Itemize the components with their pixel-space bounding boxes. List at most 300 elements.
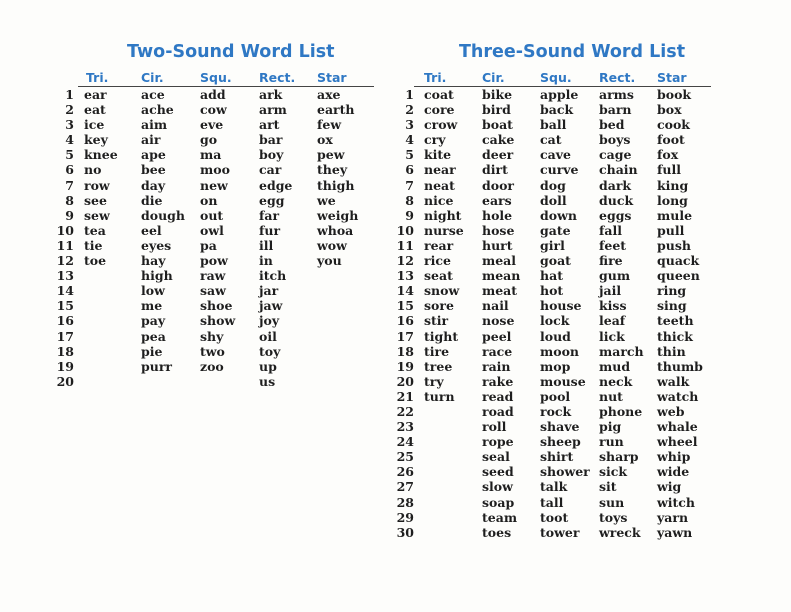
word-rect: kiss: [599, 298, 627, 314]
word-squ: cat: [540, 132, 562, 148]
word-squ: eve: [200, 117, 224, 133]
word-cir: mean: [482, 268, 521, 284]
row-number: 5: [405, 147, 414, 163]
table-row: [392, 162, 791, 177]
word-rect: cage: [599, 147, 632, 163]
table-row: [392, 479, 791, 494]
word-rect: in: [259, 253, 273, 269]
word-star: earth: [317, 102, 355, 118]
word-rect: car: [259, 162, 282, 178]
word-star: weigh: [317, 207, 359, 223]
word-squ: new: [200, 177, 228, 193]
table-row: [392, 102, 791, 117]
row-number: 2: [65, 102, 74, 118]
word-squ: doll: [540, 192, 567, 208]
row-number: 12: [396, 253, 414, 269]
word-star: thigh: [317, 177, 355, 193]
header-star: Star: [317, 70, 347, 85]
word-rect: phone: [599, 403, 643, 419]
word-cir: meat: [482, 283, 518, 299]
word-squ: gate: [540, 222, 571, 238]
word-star: whale: [657, 419, 698, 435]
table-row: [392, 434, 791, 449]
word-cir: door: [482, 177, 515, 193]
two-sound-rows: [0, 87, 380, 389]
header-star: Star: [657, 70, 687, 85]
word-squ: loud: [540, 328, 571, 344]
row-number: 20: [396, 373, 414, 389]
word-cir: nail: [482, 298, 509, 314]
word-squ: hot: [540, 283, 564, 299]
three-sound-header-row: [414, 70, 711, 87]
word-cir: roll: [482, 419, 507, 435]
word-rect: nut: [599, 388, 623, 404]
word-rect: edge: [259, 177, 293, 193]
word-squ: lock: [540, 313, 570, 329]
table-row: [392, 147, 791, 162]
row-number: 4: [405, 132, 414, 148]
word-cir: nose: [482, 313, 515, 329]
word-rect: bed: [599, 117, 625, 133]
word-rect: toy: [259, 343, 281, 359]
table-row: [0, 298, 380, 313]
table-row: [0, 374, 380, 389]
row-number: 14: [56, 283, 74, 299]
word-star: ring: [657, 283, 687, 299]
row-number: 1: [65, 87, 74, 102]
table-row: [392, 238, 791, 253]
word-cir: rain: [482, 358, 511, 374]
word-cir: hose: [482, 222, 515, 238]
word-cir: aim: [141, 117, 168, 133]
word-tri: try: [424, 373, 444, 389]
table-row: [392, 464, 791, 479]
word-tri: crow: [424, 117, 458, 133]
word-tri: coat: [424, 87, 454, 102]
word-squ: cow: [200, 102, 227, 118]
word-rect: jail: [599, 283, 622, 299]
word-cir: bird: [482, 102, 511, 118]
word-tri: stir: [424, 313, 449, 329]
word-squ: shave: [540, 419, 580, 435]
word-star: thumb: [657, 358, 703, 374]
word-cir: high: [141, 268, 173, 284]
table-row: [392, 117, 791, 132]
word-squ: pa: [200, 237, 217, 253]
word-tri: nurse: [424, 222, 464, 238]
word-tri: rear: [424, 237, 454, 253]
word-squ: shy: [200, 328, 224, 344]
word-cir: pea: [141, 328, 166, 344]
word-star: pull: [657, 222, 685, 238]
word-tri: cry: [424, 132, 446, 148]
word-cir: deer: [482, 147, 514, 163]
word-tri: no: [84, 162, 102, 178]
row-number: 15: [56, 298, 74, 314]
word-cir: road: [482, 403, 514, 419]
row-number: 13: [56, 268, 74, 284]
three-sound-title: Three-Sound Word List: [459, 42, 686, 62]
word-star: wig: [657, 479, 682, 495]
word-tri: core: [424, 102, 455, 118]
table-row: [0, 178, 380, 193]
row-number: 16: [56, 313, 74, 329]
word-cir: hole: [482, 207, 513, 223]
word-squ: on: [200, 192, 218, 208]
header-cir: Cir.: [141, 70, 164, 85]
word-rect: jaw: [259, 298, 283, 314]
word-tri: tie: [84, 237, 103, 253]
word-cir: purr: [141, 358, 172, 374]
table-row: [0, 162, 380, 177]
row-number: 26: [396, 464, 414, 480]
word-cir: boat: [482, 117, 513, 133]
word-squ: dog: [540, 177, 566, 193]
row-number: 6: [65, 162, 74, 178]
word-squ: moon: [540, 343, 579, 359]
word-squ: back: [540, 102, 574, 118]
word-squ: tall: [540, 494, 564, 510]
table-row: [392, 344, 791, 359]
word-star: wow: [317, 237, 347, 253]
word-squ: zoo: [200, 358, 224, 374]
word-squ: go: [200, 132, 218, 148]
table-row: [392, 329, 791, 344]
row-number: 8: [405, 192, 414, 208]
word-rect: sharp: [599, 449, 639, 465]
word-tri: knee: [84, 147, 118, 163]
table-row: [392, 404, 791, 419]
word-rect: joy: [259, 313, 280, 329]
row-number: 6: [405, 162, 414, 178]
table-row: [0, 193, 380, 208]
row-number: 17: [396, 328, 414, 344]
row-number: 19: [396, 358, 414, 374]
word-star: pew: [317, 147, 345, 163]
word-star: you: [317, 253, 342, 269]
word-tri: ice: [84, 117, 105, 133]
word-rect: far: [259, 207, 280, 223]
word-star: thick: [657, 328, 693, 344]
word-rect: ill: [259, 237, 274, 253]
table-row: [392, 525, 791, 540]
row-number: 30: [396, 524, 414, 540]
word-rect: ark: [259, 87, 283, 102]
word-cir: ace: [141, 87, 165, 102]
table-row: [0, 344, 380, 359]
word-star: full: [657, 162, 681, 178]
word-rect: egg: [259, 192, 285, 208]
table-row: [392, 359, 791, 374]
word-rect: toys: [599, 509, 628, 525]
word-cir: bike: [482, 87, 513, 102]
word-rect: boy: [259, 147, 284, 163]
word-squ: rock: [540, 403, 572, 419]
word-squ: pool: [540, 388, 571, 404]
word-squ: shoe: [200, 298, 233, 314]
row-number: 17: [56, 328, 74, 344]
word-tri: neat: [424, 177, 455, 193]
word-rect: gum: [599, 268, 631, 284]
word-squ: toot: [540, 509, 569, 525]
row-number: 2: [405, 102, 414, 118]
table-row: [0, 147, 380, 162]
word-star: book: [657, 87, 692, 102]
word-cir: slow: [482, 479, 513, 495]
row-number: 7: [405, 177, 414, 193]
word-rect: jar: [259, 283, 279, 299]
row-number: 14: [396, 283, 414, 299]
word-cir: bee: [141, 162, 166, 178]
word-tri: nice: [424, 192, 454, 208]
row-number: 10: [396, 222, 414, 238]
row-number: 8: [65, 192, 74, 208]
word-squ: sheep: [540, 434, 581, 450]
word-star: box: [657, 102, 682, 118]
table-row: [0, 329, 380, 344]
row-number: 13: [396, 268, 414, 284]
word-cir: dough: [141, 207, 185, 223]
header-cir: Cir.: [482, 70, 505, 85]
word-rect: mud: [599, 358, 631, 374]
word-rect: wreck: [599, 524, 641, 540]
row-number: 18: [56, 343, 74, 359]
word-cir: pay: [141, 313, 166, 329]
table-row: [0, 253, 380, 268]
row-number: 9: [65, 207, 74, 223]
word-rect: barn: [599, 102, 632, 118]
word-star: web: [657, 403, 685, 419]
row-number: 5: [65, 147, 74, 163]
word-star: yawn: [657, 524, 693, 540]
header-tri: Tri.: [86, 70, 109, 85]
word-squ: show: [200, 313, 236, 329]
word-star: whip: [657, 449, 691, 465]
table-row: [0, 87, 380, 102]
header-squ: Squ.: [200, 70, 232, 85]
word-cir: seed: [482, 464, 514, 480]
row-number: 3: [405, 117, 414, 133]
word-squ: saw: [200, 283, 226, 299]
row-number: 25: [396, 449, 414, 465]
word-tri: row: [84, 177, 110, 193]
word-star: whoa: [317, 222, 354, 238]
table-row: [0, 102, 380, 117]
word-tri: seat: [424, 268, 453, 284]
word-rect: chain: [599, 162, 638, 178]
row-number: 21: [396, 388, 414, 404]
word-squ: ball: [540, 117, 567, 133]
table-row: [392, 283, 791, 298]
word-rect: leaf: [599, 313, 626, 329]
table-row: [392, 132, 791, 147]
word-rect: fur: [259, 222, 281, 238]
table-row: [392, 298, 791, 313]
header-rect: Rect.: [259, 70, 296, 85]
word-squ: raw: [200, 268, 226, 284]
table-row: [392, 449, 791, 464]
table-row: [392, 223, 791, 238]
row-number: 1: [405, 87, 414, 102]
word-star: witch: [657, 494, 695, 510]
two-sound-title: Two-Sound Word List: [127, 42, 335, 62]
word-squ: talk: [540, 479, 568, 495]
word-cir: hurt: [482, 237, 513, 253]
table-row: [0, 268, 380, 283]
row-number: 3: [65, 117, 74, 133]
word-rect: up: [259, 358, 277, 374]
row-number: 18: [396, 343, 414, 359]
word-rect: lick: [599, 328, 625, 344]
table-row: [392, 495, 791, 510]
row-number: 22: [396, 403, 414, 419]
word-cir: day: [141, 177, 166, 193]
word-cir: pie: [141, 343, 163, 359]
word-squ: girl: [540, 237, 565, 253]
word-star: watch: [657, 388, 699, 404]
word-rect: art: [259, 117, 280, 133]
word-rect: sick: [599, 464, 628, 480]
table-row: [392, 178, 791, 193]
table-row: [392, 87, 791, 102]
table-row: [392, 268, 791, 283]
table-row: [392, 510, 791, 525]
word-squ: shirt: [540, 449, 574, 465]
word-star: they: [317, 162, 348, 178]
row-number: 7: [65, 177, 74, 193]
word-rect: arm: [259, 102, 287, 118]
word-star: yarn: [657, 509, 689, 525]
word-squ: out: [200, 207, 224, 223]
word-star: cook: [657, 117, 690, 133]
table-row: [392, 389, 791, 404]
word-tri: tea: [84, 222, 106, 238]
word-cir: cake: [482, 132, 515, 148]
word-tri: kite: [424, 147, 452, 163]
word-tri: tire: [424, 343, 450, 359]
table-row: [0, 223, 380, 238]
word-cir: eyes: [141, 237, 172, 253]
word-squ: apple: [540, 87, 579, 102]
word-squ: down: [540, 207, 577, 223]
word-star: push: [657, 237, 691, 253]
two-sound-header-row: [78, 70, 374, 87]
word-star: foot: [657, 132, 685, 148]
word-cir: toes: [482, 524, 512, 540]
row-number: 12: [56, 253, 74, 269]
word-cir: air: [141, 132, 161, 148]
word-star: sing: [657, 298, 687, 314]
word-squ: curve: [540, 162, 579, 178]
word-cir: hay: [141, 253, 166, 269]
word-rect: fire: [599, 253, 623, 269]
word-rect: boys: [599, 132, 631, 148]
word-cir: ape: [141, 147, 166, 163]
word-cir: race: [482, 343, 513, 359]
word-star: few: [317, 117, 342, 133]
word-rect: duck: [599, 192, 634, 208]
table-row: [0, 283, 380, 298]
word-rect: us: [259, 373, 276, 389]
table-row: [392, 253, 791, 268]
word-tri: tight: [424, 328, 459, 344]
word-rect: pig: [599, 419, 622, 435]
header-rect: Rect.: [599, 70, 636, 85]
header-squ: Squ.: [540, 70, 572, 85]
word-squ: owl: [200, 222, 224, 238]
word-star: axe: [317, 87, 341, 102]
word-squ: mop: [540, 358, 571, 374]
word-star: teeth: [657, 313, 694, 329]
word-rect: march: [599, 343, 644, 359]
row-number: 16: [396, 313, 414, 329]
table-row: [0, 313, 380, 328]
word-cir: rope: [482, 434, 514, 450]
word-cir: eel: [141, 222, 162, 238]
word-tri: eat: [84, 102, 106, 118]
row-number: 15: [396, 298, 414, 314]
word-rect: sun: [599, 494, 625, 510]
table-row: [0, 117, 380, 132]
table-row: [0, 238, 380, 253]
word-cir: low: [141, 283, 165, 299]
word-tri: toe: [84, 253, 107, 269]
word-star: thin: [657, 343, 686, 359]
word-star: king: [657, 177, 689, 193]
word-tri: key: [84, 132, 108, 148]
word-squ: goat: [540, 253, 571, 269]
row-number: 9: [405, 207, 414, 223]
row-number: 10: [56, 222, 74, 238]
word-cir: team: [482, 509, 518, 525]
row-number: 11: [396, 237, 414, 253]
word-star: ox: [317, 132, 333, 148]
word-tri: tree: [424, 358, 453, 374]
word-cir: ears: [482, 192, 512, 208]
word-tri: night: [424, 207, 462, 223]
word-tri: see: [84, 192, 107, 208]
word-squ: tower: [540, 524, 580, 540]
row-number: 29: [396, 509, 414, 525]
word-squ: add: [200, 87, 226, 102]
word-squ: shower: [540, 464, 590, 480]
word-star: we: [317, 192, 336, 208]
word-cir: read: [482, 388, 514, 404]
word-rect: dark: [599, 177, 632, 193]
word-cir: ache: [141, 102, 174, 118]
word-star: walk: [657, 373, 690, 389]
table-row: [0, 359, 380, 374]
row-number: 11: [56, 237, 74, 253]
row-number: 27: [396, 479, 414, 495]
word-tri: near: [424, 162, 456, 178]
word-tri: sore: [424, 298, 454, 314]
word-tri: ear: [84, 87, 107, 102]
table-row: [392, 193, 791, 208]
word-rect: neck: [599, 373, 633, 389]
word-squ: mouse: [540, 373, 586, 389]
table-row: [392, 419, 791, 434]
row-number: 24: [396, 434, 414, 450]
word-rect: feet: [599, 237, 627, 253]
table-row: [392, 208, 791, 223]
row-number: 20: [56, 373, 74, 389]
word-squ: hat: [540, 268, 563, 284]
word-squ: two: [200, 343, 225, 359]
table-row: [0, 132, 380, 147]
table-row: [392, 313, 791, 328]
word-squ: house: [540, 298, 582, 314]
